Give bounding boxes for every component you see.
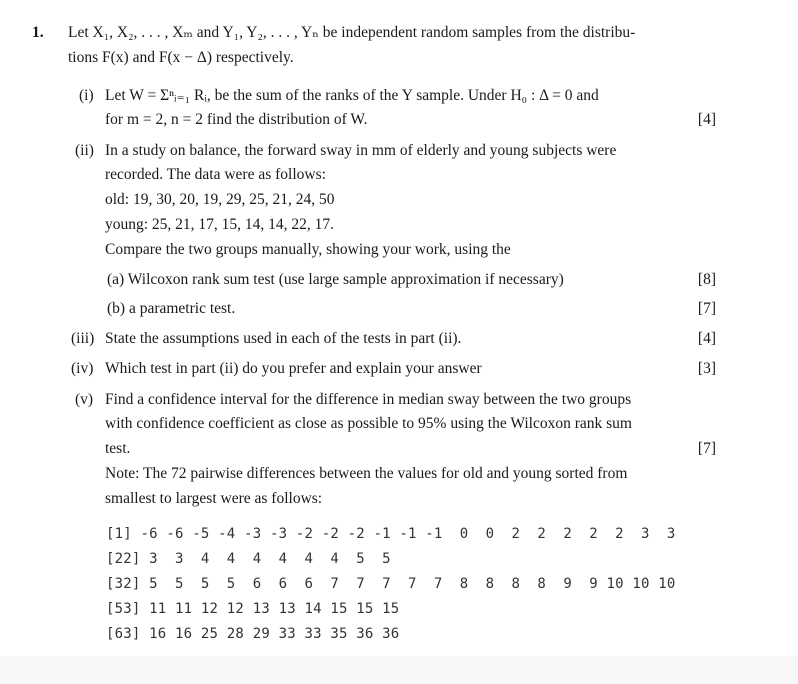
part-i-line1: Let W = Σⁿᵢ₌₁ Rᵢ, be the sum of the ranks of the Y sample. Under H₀ : Δ = 0 and [105, 87, 599, 104]
part-v-line2: with confidence coefficient as close as possible to 95% using the Wilcoxon rank sum [105, 415, 632, 432]
part-iii-marks: [4] [697, 330, 716, 347]
output-row-4: [53] 11 11 12 12 13 13 14 15 15 15 [106, 601, 400, 617]
part-ii-young-data: young: 25, 21, 17, 15, 14, 14, 22, 17. [105, 216, 335, 233]
part-ii-label: (ii) [75, 142, 94, 159]
part-v-note-line1: Note: The 72 pairwise differences between the values for old and young sorted from [105, 465, 628, 482]
part-iii-label: (iii) [71, 330, 95, 347]
part-v-line3: test. [105, 440, 131, 457]
part-iv-text: Which test in part (ii) do you prefer and explain your answer [105, 360, 482, 377]
part-v-marks: [7] [697, 440, 716, 457]
part-ii-line2: recorded. The data were as follows: [105, 166, 326, 183]
part-i-marks: [4] [697, 111, 716, 128]
part-ii-old-data: old: 19, 30, 20, 19, 29, 25, 21, 24, 50 [105, 191, 335, 208]
output-row-1: [1] -6 -6 -5 -4 -3 -3 -2 -2 -2 -1 -1 -1 0 0 2 2 2 2 2 3 3 [106, 526, 676, 542]
part-v-note-line2: smallest to largest were as follows: [105, 490, 323, 507]
part-ii-b-text: (b) a parametric test. [107, 300, 236, 317]
part-i-line2: for m = 2, n = 2 find the distribution of W. [105, 111, 368, 128]
part-i-label: (i) [79, 87, 94, 104]
part-ii-line1: In a study on balance, the forward sway in mm of elderly and young subjects were [105, 142, 617, 159]
part-ii-compare: Compare the two groups manually, showing your work, using the [105, 241, 511, 258]
question-intro-line1: Let X₁, X₂, . . . , Xₘ and Y₁, Y₂, . . . , Yₙ be independent random samples from the distribu- [68, 24, 636, 41]
part-ii-a-text: (a) Wilcoxon rank sum test (use large sample approximation if necessary) [107, 271, 564, 288]
page-bottom-strip [0, 656, 798, 684]
question-intro-line2: tions F(x) and F(x − Δ) respectively. [68, 49, 294, 66]
question-number: 1. [32, 24, 44, 41]
part-v-label: (v) [75, 391, 94, 408]
output-row-2: [22] 3 3 4 4 4 4 4 4 5 5 [106, 551, 391, 567]
part-v-line1: Find a confidence interval for the difference in median sway between the two groups [105, 391, 632, 408]
part-iii-text: State the assumptions used in each of the tests in part (ii). [105, 330, 462, 347]
part-iv-label: (iv) [71, 360, 94, 377]
part-ii-a-marks: [8] [697, 271, 716, 288]
part-iv-marks: [3] [697, 360, 716, 377]
output-row-5: [63] 16 16 25 28 29 33 33 35 36 36 [106, 626, 400, 642]
part-ii-b-marks: [7] [697, 300, 716, 317]
output-row-3: [32] 5 5 5 5 6 6 6 7 7 7 7 7 8 8 8 8 9 9 10 10 10 [106, 576, 676, 592]
